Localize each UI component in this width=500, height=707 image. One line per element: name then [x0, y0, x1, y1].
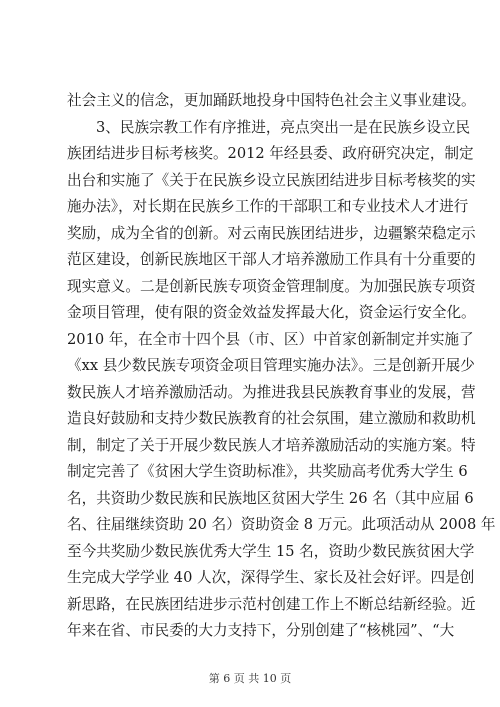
text-line: 生完成大学学业 40 人次，深得学生、家长及社会好评。四是创	[67, 569, 475, 586]
text-line: 范区建设，创新民族地区干部人才培养激励工作具有十分重要的	[67, 251, 476, 268]
text-line: 名，共资助少数民族和民族地区贫困大学生 26 名（其中应届 6	[67, 489, 474, 507]
text-line: 社会主义的信念，更加踊跃地投身中国特色社会主义事业建设。	[67, 92, 476, 109]
text-line: 族团结进步目标考核奖。2012 年经县委、政府研究决定，制定	[67, 145, 474, 162]
text-line: 数民族人才培养激励活动。为推进我县民族教育事业的发展，营	[67, 383, 476, 401]
text-line: 现实意义。二是创新民族专项资金管理制度。为加强民族专项资	[67, 277, 476, 295]
text-line: 制定完善了《贫困大学生资助标准》，共奖励高考优秀大学生 6	[67, 463, 468, 480]
text-line: 新思路，在民族团结进步示范村创建工作上不断总结新经验。近	[67, 595, 476, 613]
text-line: 奖励，成为全省的创新。对云南民族团结进步，边疆繁荣稳定示	[67, 224, 476, 242]
page-number-footer: 第 6 页 共 10 页	[208, 672, 292, 685]
text-line: 2010 年，在全市十四个县（市、区）中首家创新制定并实施了	[67, 330, 474, 348]
text-line: 金项目管理，使有限的资金效益发挥最大化，资金运行安全化。	[67, 304, 476, 321]
text-line: 3、民族宗教工作有序推进，亮点突出一是在民族乡设立民	[96, 118, 471, 136]
text-line: 出台和实施了《关于在民族乡设立民族团结进步目标考核奖的实	[67, 171, 476, 189]
document-body	[67, 88, 496, 645]
text-line: 名、往届继续资助 20 名）资助资金 8 万元。此项活动从 2008 年	[67, 516, 496, 533]
text-line: 至今共奖励少数民族优秀大学生 15 名，资助少数民族贫困大学	[67, 542, 475, 560]
text-line: 造良好鼓励和支持少数民族教育的社会氛围，建立激励和救助机	[67, 410, 476, 427]
text-line: 制，制定了关于开展少数民族人才培养激励活动的实施方案。特	[67, 436, 476, 454]
text-line: 年来在省、市民委的大力支持下，分别创建了“核桃园”、“大	[67, 622, 455, 639]
text-line: 施办法》，对长期在民族乡工作的干部职工和专业技术人才进行	[67, 198, 469, 215]
text-line: 《xx 县少数民族专项资金项目管理实施办法》。三是创新开展少	[67, 357, 475, 374]
